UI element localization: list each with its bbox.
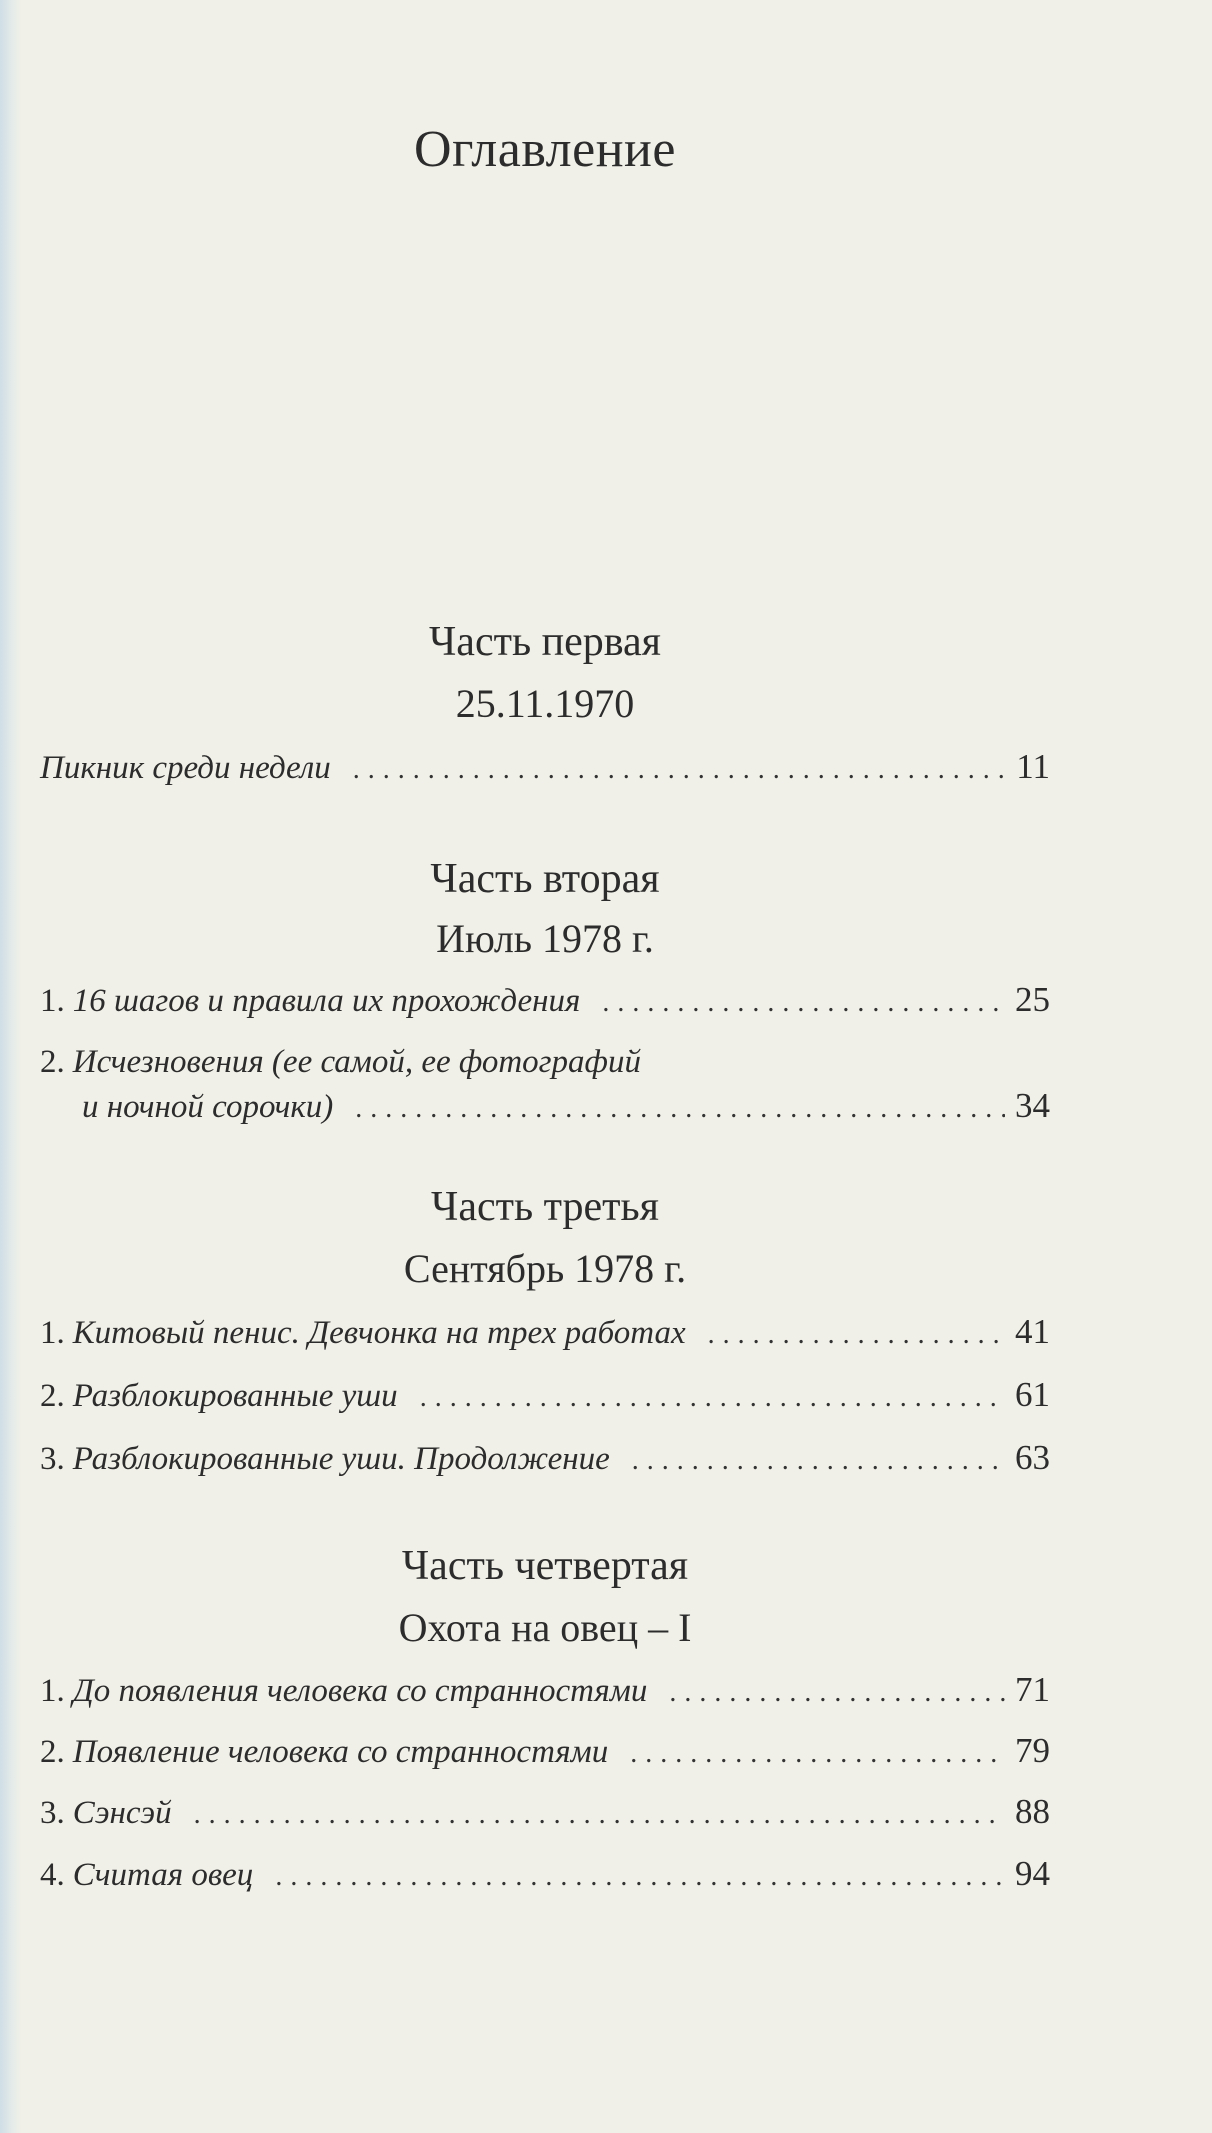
toc-entry-number: 2. [40,1378,65,1414]
toc-entry-title: Появление человека со странностями [72,1734,609,1770]
toc-entry-page: 11 [1016,747,1050,786]
leader-dots [602,981,1005,1025]
part-subtitle-3: Сентябрь 1978 г. [403,1246,687,1291]
part-title-3: Часть третья [431,1184,659,1230]
toc-entry[interactable] [40,1668,1050,1715]
toc-entry-title: Исчезновения (ее самой, ее фотографий [72,1044,641,1080]
toc-entry-title-continued: и ночной сорочки) [82,1089,334,1125]
leader-dots [420,1376,1005,1420]
toc-entry-title: До появления человека со странностями [72,1673,648,1709]
leader-dots [355,1087,1005,1131]
toc-entry[interactable] [40,978,1050,1025]
toc-entry[interactable] [40,1790,1050,1837]
part-title-2: Часть вторая [430,856,660,902]
toc-entry[interactable] [40,1040,1050,1131]
leader-dots [632,1439,1005,1483]
toc-entry-number: 2. [40,1044,65,1080]
leader-dots [708,1313,1005,1357]
page-title: Оглавление [414,121,676,178]
toc-entry-title: 16 шагов и правила их прохождения [72,983,581,1019]
toc-entry-title: Разблокированные уши. Продолжение [72,1441,610,1477]
toc-entry-page: 63 [1015,1438,1050,1477]
part-subtitle-4: Охота на овец – I [398,1605,692,1650]
leader-dots [275,1855,1005,1899]
toc-entry-page: 25 [1015,980,1050,1019]
toc-entry-page: 79 [1015,1731,1050,1770]
leader-dots [630,1732,1005,1776]
toc-entry-number: 4. [40,1857,65,1893]
toc-entry-number: 2. [40,1734,65,1770]
leader-dots [669,1671,1005,1715]
toc-entry-title: Пикник среди недели [40,750,331,786]
toc-entry[interactable] [40,1852,1050,1899]
toc-entry[interactable] [40,1729,1050,1776]
toc-entry-number: 1. [40,1673,65,1709]
toc-entry[interactable] [40,1436,1050,1483]
part-title-1: Часть первая [429,619,661,665]
toc-entry[interactable] [40,1310,1050,1357]
toc-entry-title: Считая овец [72,1857,254,1893]
toc-entry-page: 34 [1015,1086,1050,1125]
part-title-4: Часть четвертая [401,1543,689,1589]
part-subtitle-2: Июль 1978 г. [436,916,654,961]
toc-entry-number: 3. [40,1441,65,1477]
page-edge-shadow [0,0,22,2133]
leader-dots [353,748,1007,792]
toc-entry-page: 94 [1015,1854,1050,1893]
toc-entry-page: 71 [1015,1670,1050,1709]
toc-entry[interactable] [40,1373,1050,1420]
toc-entry-title: Разблокированные уши [72,1378,398,1414]
toc-entry-number: 1. [40,983,65,1019]
leader-dots [194,1793,1005,1837]
toc-entry[interactable] [40,745,1050,792]
toc-entry-number: 3. [40,1795,65,1831]
toc-entry-number: 1. [40,1315,65,1351]
toc-entry-page: 41 [1015,1312,1050,1351]
toc-entry-title: Китовый пенис. Девчонка на трех работах [72,1315,686,1351]
toc-entry-page: 88 [1015,1792,1050,1831]
toc-entry-page: 61 [1015,1375,1050,1414]
part-subtitle-1: 25.11.1970 [455,681,635,726]
toc-entry-title: Сэнсэй [72,1795,172,1831]
